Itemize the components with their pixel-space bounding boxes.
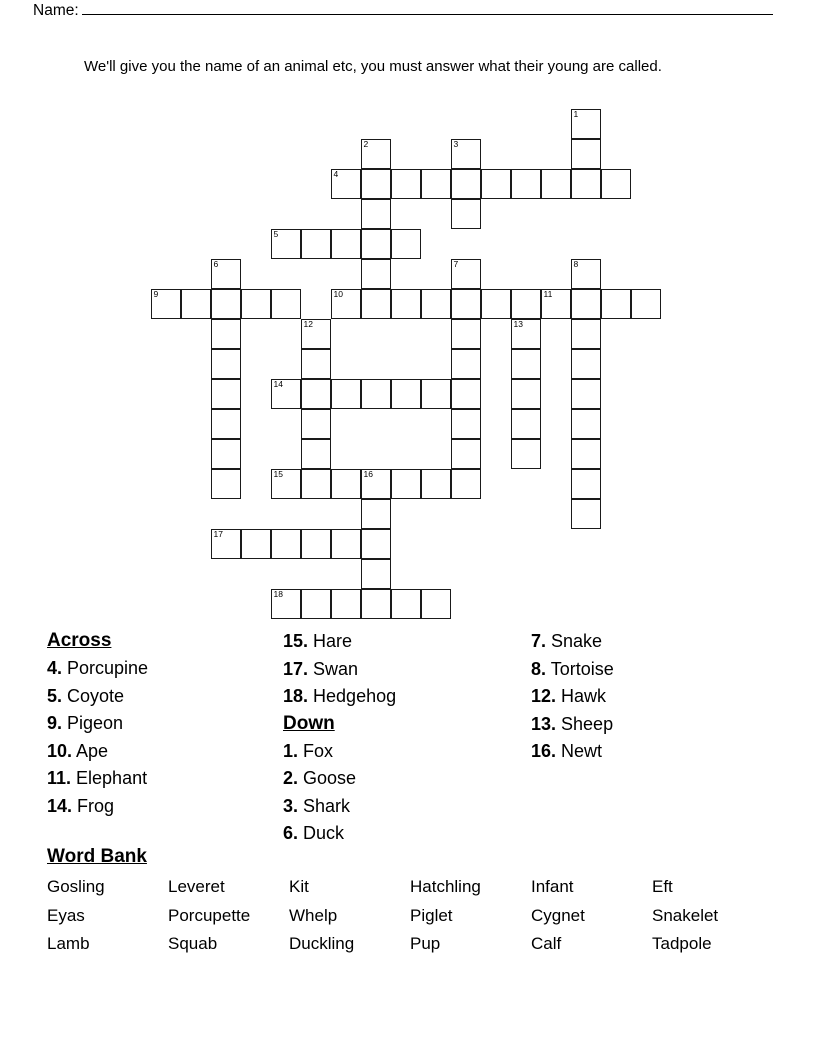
clue-text: Hare — [308, 631, 353, 651]
clue-text: Pigeon — [62, 713, 124, 733]
grid-cell[interactable] — [571, 499, 601, 529]
clue-text: Newt — [556, 741, 603, 761]
grid-cell[interactable] — [301, 349, 331, 379]
clue-text: Ape — [72, 740, 109, 761]
grid-cell[interactable] — [211, 319, 241, 349]
word-bank-word: Eyas — [47, 905, 85, 925]
grid-cell[interactable] — [571, 259, 601, 289]
clue-text: Snake — [546, 631, 603, 651]
clue-across-14 — [47, 793, 277, 821]
grid-cell[interactable] — [391, 469, 421, 499]
clue-across-5 — [47, 683, 277, 711]
grid-cell[interactable] — [391, 289, 421, 319]
grid-cell[interactable] — [271, 589, 301, 619]
clue-text: Porcupine — [62, 658, 149, 678]
word-bank-word: Porcupette — [168, 905, 251, 925]
clue-number: 9. — [47, 713, 63, 733]
grid-cell-number: 11 — [543, 289, 553, 299]
word-bank-word: Infant — [531, 877, 574, 896]
grid-cell-number: 18 — [273, 589, 283, 599]
clue-down-13 — [531, 711, 781, 739]
grid-cell[interactable] — [421, 589, 451, 619]
grid-cell[interactable] — [361, 139, 391, 169]
grid-cell[interactable] — [271, 229, 301, 259]
clue-text: Goose — [298, 768, 357, 788]
grid-cell[interactable] — [211, 259, 241, 289]
grid-cell[interactable] — [301, 409, 331, 439]
clue-text: Swan — [308, 658, 359, 679]
grid-cell[interactable] — [451, 379, 481, 409]
grid-cell[interactable] — [451, 289, 481, 319]
grid-cell[interactable] — [331, 229, 361, 259]
word-bank-heading: Word Bank — [47, 846, 147, 867]
word-bank-word: Eft — [652, 877, 673, 896]
grid-cell[interactable] — [331, 529, 361, 559]
word-bank-word: Cygnet — [531, 905, 585, 925]
grid-cell-number: 3 — [453, 139, 459, 149]
grid-cell-number: 6 — [213, 259, 219, 269]
grid-cell[interactable] — [361, 379, 391, 409]
grid-cell[interactable] — [211, 469, 241, 499]
grid-cell[interactable] — [301, 229, 331, 259]
grid-cell[interactable] — [241, 289, 271, 319]
clue-number: 5. — [47, 685, 63, 706]
grid-cell[interactable] — [361, 469, 391, 499]
grid-cell-number: 5 — [273, 229, 279, 239]
clue-text: Fox — [298, 740, 334, 761]
grid-cell[interactable] — [361, 259, 391, 289]
grid-cell[interactable] — [451, 439, 481, 469]
word-bank-list — [47, 873, 777, 959]
clue-number: 14. — [47, 795, 73, 816]
word-bank-word: Tadpole — [652, 934, 712, 953]
grid-cell-number: 7 — [453, 259, 459, 269]
clue-across-15 — [283, 628, 523, 656]
grid-cell[interactable] — [571, 109, 601, 139]
grid-cell[interactable] — [511, 169, 541, 199]
clue-text: Shark — [298, 795, 351, 816]
word-bank-word: Snakelet — [652, 905, 719, 925]
grid-cell[interactable] — [421, 469, 451, 499]
clue-down-6 — [283, 820, 523, 848]
clue-number: 6. — [283, 823, 299, 843]
word-bank-section — [47, 845, 777, 959]
clue-down-8 — [531, 656, 781, 684]
grid-cell-number: 15 — [273, 469, 283, 479]
grid-cell[interactable] — [241, 529, 271, 559]
word-bank-word: Lamb — [47, 934, 90, 953]
clue-text: Sheep — [556, 713, 614, 734]
grid-cell-number: 1 — [573, 109, 579, 119]
clue-number: 12. — [531, 686, 557, 706]
grid-cell[interactable] — [331, 589, 361, 619]
grid-cell[interactable] — [361, 169, 391, 199]
instruction-text: We'll give you the name of an animal etc, you must answer what their young are called. — [84, 58, 662, 75]
grid-cell[interactable] — [451, 259, 481, 289]
clue-down-16 — [531, 738, 781, 766]
clue-number: 15. — [283, 631, 309, 651]
word-bank-word: Leveret — [168, 877, 225, 896]
word-bank-word: Pup — [410, 934, 441, 953]
grid-cell[interactable] — [541, 289, 571, 319]
clue-down-2 — [283, 765, 523, 793]
grid-cell[interactable] — [451, 139, 481, 169]
grid-cell[interactable] — [571, 409, 601, 439]
word-bank-word: Calf — [531, 934, 562, 953]
clue-across-18 — [283, 683, 523, 711]
word-bank-word: Duckling — [289, 934, 355, 953]
grid-cell[interactable] — [391, 169, 421, 199]
grid-cell[interactable] — [421, 169, 451, 199]
grid-cell[interactable] — [571, 349, 601, 379]
grid-cell[interactable] — [421, 379, 451, 409]
clue-text: Coyote — [62, 685, 125, 706]
grid-cell[interactable] — [571, 439, 601, 469]
grid-cell[interactable] — [361, 229, 391, 259]
grid-cell[interactable] — [301, 379, 331, 409]
clue-text: Hedgehog — [308, 686, 397, 706]
grid-cell[interactable] — [571, 169, 601, 199]
grid-cell[interactable] — [511, 349, 541, 379]
clue-text: Elephant — [71, 768, 148, 788]
clue-number: 10. — [47, 740, 73, 761]
grid-cell[interactable] — [361, 289, 391, 319]
grid-cell[interactable] — [631, 289, 661, 319]
down-heading: Down — [283, 712, 335, 734]
clues-section — [0, 628, 816, 843]
grid-cell[interactable] — [571, 319, 601, 349]
grid-cell-number: 14 — [273, 379, 283, 389]
grid-cell-number: 13 — [513, 319, 523, 329]
grid-cell[interactable] — [391, 379, 421, 409]
grid-cell[interactable] — [451, 199, 481, 229]
grid-cell[interactable] — [331, 469, 361, 499]
grid-cell[interactable] — [271, 379, 301, 409]
grid-cell[interactable] — [451, 469, 481, 499]
grid-cell[interactable] — [331, 379, 361, 409]
word-bank-word: Squab — [168, 934, 218, 953]
grid-cell[interactable] — [481, 169, 511, 199]
clue-number: 18. — [283, 686, 309, 706]
grid-cell[interactable] — [511, 289, 541, 319]
clue-across-4 — [47, 655, 277, 683]
grid-cell[interactable] — [481, 289, 511, 319]
grid-cell-number: 10 — [333, 289, 343, 299]
grid-cell[interactable] — [181, 289, 211, 319]
clue-number: 8. — [531, 658, 547, 679]
grid-cell[interactable] — [301, 529, 331, 559]
grid-cell[interactable] — [511, 439, 541, 469]
grid-cell[interactable] — [301, 469, 331, 499]
clue-across-9 — [47, 710, 277, 738]
grid-cell[interactable] — [391, 589, 421, 619]
grid-cell-number: 4 — [333, 169, 339, 179]
grid-cell[interactable] — [211, 409, 241, 439]
grid-cell-number: 12 — [303, 319, 313, 329]
clue-text: Frog — [72, 795, 115, 816]
grid-cell[interactable] — [301, 319, 331, 349]
grid-cell[interactable] — [451, 349, 481, 379]
word-bank-word: Gosling — [47, 877, 105, 896]
grid-cell[interactable] — [361, 499, 391, 529]
grid-cell[interactable] — [211, 349, 241, 379]
clue-number: 13. — [531, 713, 557, 734]
grid-cell[interactable] — [211, 439, 241, 469]
grid-cell[interactable] — [571, 469, 601, 499]
word-bank-word: Hatchling — [410, 877, 481, 896]
grid-cell[interactable] — [211, 529, 241, 559]
word-bank-word: Piglet — [410, 905, 453, 925]
grid-cell[interactable] — [571, 289, 601, 319]
clue-column-3 — [531, 628, 781, 766]
across-heading: Across — [47, 630, 112, 651]
grid-cell[interactable] — [331, 289, 361, 319]
clue-number: 7. — [531, 631, 547, 651]
clue-text: Hawk — [556, 686, 607, 706]
clue-column-2 — [283, 628, 523, 848]
grid-cell[interactable] — [451, 409, 481, 439]
grid-cell[interactable] — [301, 439, 331, 469]
grid-cell[interactable] — [271, 289, 301, 319]
clue-down-12 — [531, 683, 781, 711]
grid-cell[interactable] — [211, 379, 241, 409]
clue-across-10 — [47, 738, 277, 766]
word-bank-word: Whelp — [289, 905, 338, 925]
clue-number: 4. — [47, 658, 63, 678]
grid-cell[interactable] — [541, 169, 571, 199]
grid-cell-number: 9 — [153, 289, 159, 299]
grid-cell[interactable] — [361, 559, 391, 589]
clue-text: Duck — [298, 823, 345, 843]
clue-number: 11. — [47, 768, 72, 788]
clue-down-1 — [283, 738, 523, 766]
clue-number: 17. — [283, 658, 309, 679]
grid-cell[interactable] — [271, 469, 301, 499]
clue-column-1 — [47, 628, 277, 820]
grid-cell[interactable] — [571, 139, 601, 169]
grid-cell[interactable] — [391, 229, 421, 259]
clue-across-11 — [47, 765, 277, 793]
clue-number: 16. — [531, 741, 557, 761]
clue-number: 3. — [283, 795, 299, 816]
grid-cell[interactable] — [571, 379, 601, 409]
grid-cell[interactable] — [151, 289, 181, 319]
grid-cell-number: 2 — [363, 139, 369, 149]
grid-cell-number: 16 — [363, 469, 373, 479]
clue-across-17 — [283, 656, 523, 684]
grid-cell[interactable] — [511, 379, 541, 409]
grid-cell[interactable] — [361, 529, 391, 559]
grid-cell[interactable] — [271, 529, 301, 559]
grid-cell[interactable] — [601, 169, 631, 199]
grid-cell[interactable] — [361, 199, 391, 229]
grid-cell[interactable] — [601, 289, 631, 319]
grid-cell[interactable] — [511, 409, 541, 439]
clue-down-7 — [531, 628, 781, 656]
grid-cell[interactable] — [451, 169, 481, 199]
clue-number: 1. — [283, 740, 299, 761]
grid-cell[interactable] — [421, 289, 451, 319]
grid-cell[interactable] — [511, 319, 541, 349]
grid-cell-number: 8 — [573, 259, 579, 269]
grid-cell[interactable] — [451, 319, 481, 349]
word-bank-word: Kit — [289, 877, 309, 896]
clue-number: 2. — [283, 768, 299, 788]
name-label: Name: — [33, 2, 79, 19]
grid-cell[interactable] — [361, 589, 391, 619]
grid-cell[interactable] — [211, 289, 241, 319]
clue-text: Tortoise — [546, 658, 614, 679]
grid-cell[interactable] — [301, 589, 331, 619]
grid-cell[interactable] — [331, 169, 361, 199]
clue-down-3 — [283, 793, 523, 821]
grid-cell-number: 17 — [213, 529, 223, 539]
